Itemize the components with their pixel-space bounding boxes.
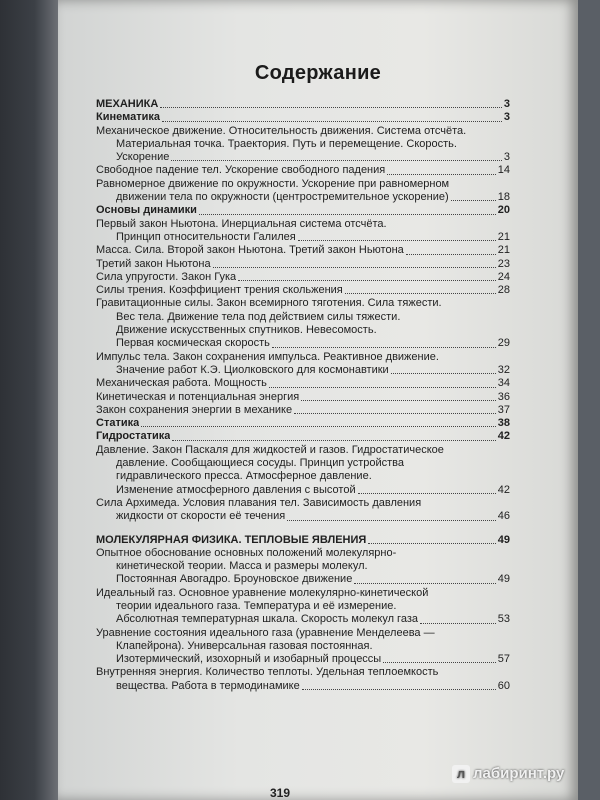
toc-entry-line: Равномерное движение по окружности. Ускорение при равномерном xyxy=(96,177,450,190)
toc-entry-line: Первый закон Ньютона. Инерциальная система отсчёта. xyxy=(96,217,387,230)
toc-page-number: 23 xyxy=(497,257,510,270)
dot-leader xyxy=(345,293,496,294)
dot-leader xyxy=(420,623,496,624)
toc-page-number: 37 xyxy=(497,403,510,416)
toc-entry xyxy=(96,417,510,430)
toc-entry-title: Силы трения. Коэффициент трения скольжения xyxy=(96,284,343,297)
dot-leader xyxy=(298,240,496,241)
toc-entry xyxy=(96,98,510,111)
toc-entry xyxy=(96,444,510,497)
toc-entry xyxy=(96,271,510,284)
toc-entry-title: Основы динамики xyxy=(96,204,197,217)
dot-leader xyxy=(302,689,496,690)
toc-entry-line: гидравлического пресса. Атмосферное давление. xyxy=(116,470,372,483)
toc-entry xyxy=(96,627,510,667)
toc-entry-line: Гравитационные силы. Закон всемирного тяготения. Сила тяжести. xyxy=(96,297,442,310)
toc-entry-title: Первая космическая скорость xyxy=(116,337,270,350)
toc-entry-title: Статика xyxy=(96,417,140,430)
toc-entry xyxy=(96,547,510,587)
toc-page-number: 49 xyxy=(497,533,510,546)
toc-entry-title: МОЛЕКУЛЯРНАЯ ФИЗИКА. ТЕПЛОВЫЕ ЯВЛЕНИЯ xyxy=(96,533,367,546)
dot-leader xyxy=(358,493,496,494)
dot-leader xyxy=(272,347,496,348)
toc-page-number: 36 xyxy=(497,390,510,403)
toc-page-number: 53 xyxy=(497,613,510,626)
page-title: Содержание xyxy=(254,62,382,84)
toc-entry-line: давление. Сообщающиеся сосуды. Принцип устройства xyxy=(116,457,405,470)
toc-page-number: 42 xyxy=(497,430,510,443)
toc-entry-title: Ускорение xyxy=(116,151,170,164)
watermark-logo xyxy=(452,765,564,783)
toc-page-number: 21 xyxy=(497,244,510,257)
toc-entry-title: Кинетическая и потенциальная энергия xyxy=(96,390,300,403)
toc-entry-title: Изменение атмосферного давления с высотой xyxy=(116,483,356,496)
toc-entry-line: теории идеального газа. Температура и её измерение. xyxy=(116,599,397,612)
book-spine xyxy=(0,0,58,800)
dot-leader xyxy=(406,254,496,255)
toc-page-number: 3 xyxy=(503,111,510,124)
toc-entry xyxy=(96,430,510,443)
toc-entry xyxy=(96,258,510,271)
toc-entry-title: Абсолютная температурная шкала. Скорость молекул газа xyxy=(116,613,418,626)
toc-entry-title: Кинематика xyxy=(96,111,160,124)
toc-entry-title: жидкости от скорости её течения xyxy=(116,510,286,523)
toc-entry-line: Механическое движение. Относительность движения. Система отсчёта. xyxy=(96,124,467,137)
toc-entry xyxy=(96,125,510,165)
toc-entry xyxy=(96,391,510,404)
toc-page-number: 21 xyxy=(497,230,510,243)
toc-page-number: 14 xyxy=(497,164,510,177)
dot-leader xyxy=(368,543,495,544)
toc-entry xyxy=(96,297,510,350)
toc-entry-title: МЕХАНИКА xyxy=(96,98,159,110)
toc-entry xyxy=(96,204,510,217)
toc-entry xyxy=(96,666,510,693)
toc-page-number: 24 xyxy=(497,270,510,283)
toc-entry-line: Материальная точка. Траектория. Путь и перемещение. Скорость. xyxy=(116,137,457,150)
toc-entry-title: Изотермический, изохорный и изобарный процессы xyxy=(116,653,382,666)
toc-entry-line: Сила Архимеда. Условия плавания тел. Зависимость давления xyxy=(96,496,422,509)
toc-entry-line: Вес тела. Движение тела под действием силы тяжести. xyxy=(116,310,401,323)
toc-entry-line: Внутренняя энергия. Количество теплоты. Удельная теплоемкость xyxy=(96,666,439,679)
dot-leader xyxy=(387,174,496,175)
toc-page-number: 60 xyxy=(497,679,510,692)
toc-entry xyxy=(96,587,510,627)
toc-page-number: 38 xyxy=(497,417,510,430)
toc-entry xyxy=(96,164,510,177)
toc-page-number: 49 xyxy=(497,573,510,586)
dot-leader xyxy=(160,107,502,108)
toc-entry-line: Импульс тела. Закон сохранения импульса. Реактивное движение. xyxy=(96,350,439,363)
dot-leader xyxy=(171,160,501,161)
toc-entry-line: Идеальный газ. Основное уравнение молекулярно-кинетической xyxy=(96,586,429,599)
toc-entry-title: Гидростатика xyxy=(96,430,171,443)
toc-entry xyxy=(96,244,510,257)
dot-leader xyxy=(301,400,496,401)
toc-page-number: 28 xyxy=(497,284,510,297)
dot-leader xyxy=(199,214,496,215)
watermark-text: лабиринт.ру xyxy=(473,765,565,782)
dot-leader xyxy=(269,387,496,388)
toc-entry-title: Постоянная Авогадро. Броуновское движение xyxy=(116,573,353,586)
dot-leader xyxy=(391,373,496,374)
toc-entry xyxy=(96,284,510,297)
toc-page-number: 20 xyxy=(497,204,510,217)
toc-page-number: 32 xyxy=(497,363,510,376)
toc-page-number: 46 xyxy=(497,510,510,523)
dot-leader xyxy=(162,121,502,122)
toc-entry-line: Движение искусственных спутников. Невесомость. xyxy=(116,324,377,337)
toc-entry-title: Значение работ К.Э. Циолковского для космонавтики xyxy=(116,363,389,376)
toc-entry xyxy=(96,111,510,124)
toc-page-number: 42 xyxy=(497,483,510,496)
toc-entry-title: Свободное падение тел. Ускорение свободного падения xyxy=(96,164,386,177)
toc-entry-title: Масса. Сила. Второй закон Ньютона. Третий закон Ньютона xyxy=(96,244,404,257)
page-number: 319 xyxy=(270,786,291,800)
toc-page-number: 29 xyxy=(497,337,510,350)
toc-entry-title: вещества. Работа в термодинамике xyxy=(116,679,300,692)
dot-leader xyxy=(354,583,495,584)
toc-entry xyxy=(96,178,510,205)
toc-entry-line: Давление. Закон Паскаля для жидкостей и газов. Гидростатическое xyxy=(96,443,444,456)
toc-page-number: 57 xyxy=(497,653,510,666)
toc-entry-title: Сила упругости. Закон Гука xyxy=(96,270,237,283)
toc-page-number: 3 xyxy=(503,98,510,110)
dot-leader xyxy=(238,280,496,281)
logo-icon: л xyxy=(452,765,470,783)
toc-entry xyxy=(96,497,510,524)
toc-entry xyxy=(96,404,510,417)
toc-entry-line: кинетической теории. Масса и размеры молекул. xyxy=(116,560,368,573)
toc-entry xyxy=(96,377,510,390)
toc-entry-title: Механическая работа. Мощность xyxy=(96,377,267,390)
toc-entry-title: Принцип относительности Галилея xyxy=(116,230,296,243)
toc-entry-line: Уравнение состояния идеального газа (уравнение Менделеева — xyxy=(96,626,435,639)
toc-entry-title: Третий закон Ньютона xyxy=(96,257,211,270)
toc-entry xyxy=(96,218,510,245)
toc-entry xyxy=(96,534,510,547)
toc-entry-line: Опытное обоснование основных положений молекулярно- xyxy=(96,546,397,559)
toc-page-number: 34 xyxy=(497,377,510,390)
dot-leader xyxy=(451,200,496,201)
toc-entry-title: движении тела по окружности (центростремительное ускорение) xyxy=(116,191,449,204)
toc-page-number: 3 xyxy=(503,151,510,164)
dot-leader xyxy=(172,440,495,441)
toc-entry xyxy=(96,351,510,378)
toc-page-number: 18 xyxy=(497,191,510,204)
toc-entry-line: Клапейрона). Универсальная газовая постоянная. xyxy=(116,639,373,652)
toc-entry-title: Закон сохранения энергии в механике xyxy=(96,403,293,416)
dot-leader xyxy=(383,662,496,663)
dot-leader xyxy=(213,267,496,268)
dot-leader xyxy=(294,413,496,414)
dot-leader xyxy=(287,520,496,521)
dot-leader xyxy=(141,426,496,427)
table-of-contents xyxy=(96,98,510,693)
